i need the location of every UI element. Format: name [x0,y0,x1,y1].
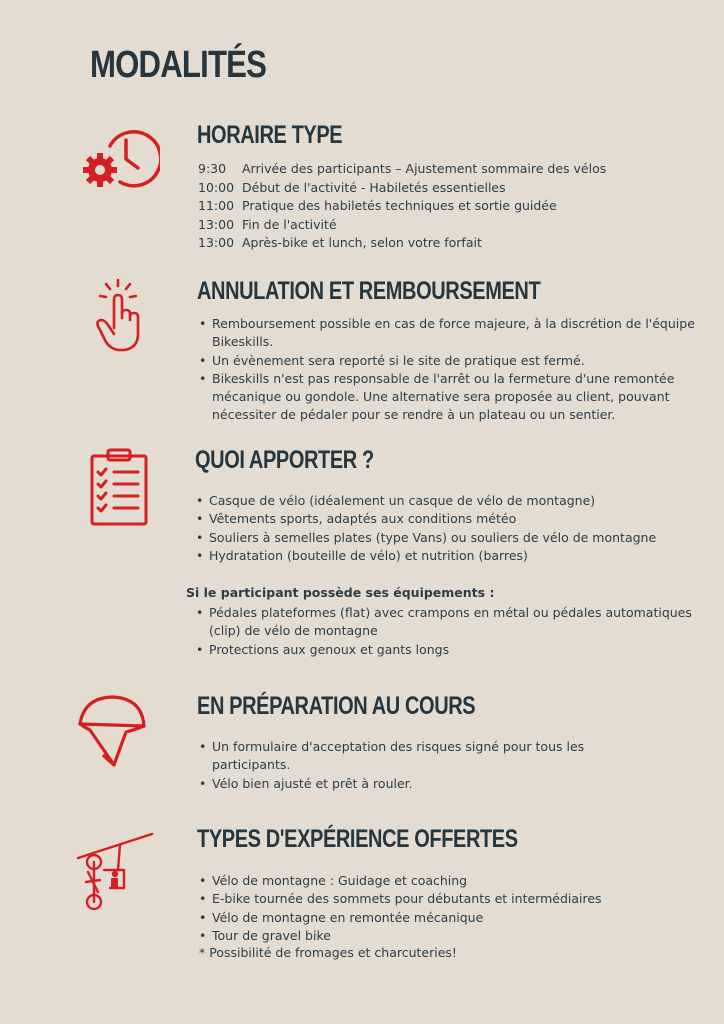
list-item: • Vélo de montagne : Guidage et coaching [198,872,698,890]
section-title-experiences: TYPES D'EXPÉRIENCE OFFERTES [197,825,518,853]
annulation-list [198,315,698,425]
clipboard-checklist-icon [88,446,150,528]
list-item: • Bikeskills n'est pas responsable de l'arrêt ou la fermeture d'une remontée mécanique ou gondole. Une alternative sera proposée au client, pouvant nécessiter de pédaler pour se rendre à un plateau ou un sentier. [198,370,698,425]
schedule-row [198,216,606,235]
list-item: • Protections aux genoux et gants longs [195,641,695,659]
list-item: • Casque de vélo (idéalement un casque de vélo de montagne) [195,492,695,510]
list-item: • Vélo de montagne en remontée mécanique [198,909,698,927]
apporter-list [195,492,695,565]
list-item: • Un évènement sera reporté si le site de pratique est fermé. [198,352,698,370]
experiences-list [198,872,698,945]
schedule-row [198,197,606,216]
list-item: • Vêtements sports, adaptés aux conditions météo [195,510,695,528]
schedule-time: 13:00 [198,216,235,232]
list-item: • Souliers à semelles plates (type Vans) ou souliers de vélo de montagne [195,529,695,547]
section-title-annulation: ANNULATION ET REMBOURSEMENT [197,277,541,305]
schedule-time: 13:00 [198,235,235,250]
section-title-horaire: HORAIRE TYPE [197,121,343,149]
chairlift-bike-icon [74,830,156,910]
schedule-list [198,160,606,253]
schedule-text: Pratique des habiletés techniques et sortie guidée [242,198,557,213]
equipment-subheading: Si le participant possède ses équipements : [186,585,495,600]
schedule-text: Début de l'activité - Habiletés essentielles [242,179,506,195]
list-item: • Vélo bien ajusté et prêt à rouler. [198,775,618,793]
list-item: • E-bike tournée des sommets pour débutants et intermédiaires [198,890,698,908]
list-item: • Hydratation (bouteille de vélo) et nutrition (barres) [195,547,695,565]
preparation-list [198,738,618,793]
schedule-row [198,234,606,253]
gear-clock-icon [80,124,160,190]
schedule-time: 11:00 [198,198,235,213]
schedule-row [198,179,606,198]
schedule-text: Arrivée des participants – Ajustement sommaire des vélos [242,161,607,176]
helmet-icon [76,692,148,768]
equipment-list [195,604,695,659]
schedule-text: Après-bike et lunch, selon votre forfait [242,235,482,250]
page-title: MODALITÉS [90,44,267,86]
section-title-apporter: QUOI APPORTER ? [195,446,374,474]
schedule-row [198,160,606,179]
footnote: * Possibilité de fromages et charcuteries! [199,945,457,960]
section-title-preparation: EN PRÉPARATION AU COURS [197,692,476,720]
list-item: • Remboursement possible en cas de force majeure, à la discrétion de l'équipe Bikeskills. [198,315,698,352]
list-item: • Tour de gravel bike [198,927,698,945]
hand-click-icon [92,278,148,354]
list-item: • Un formulaire d'acceptation des risques signé pour tous les participants. [198,738,618,775]
list-item: • Pédales plateformes (flat) avec crampons en métal ou pédales automatiques (clip) de vélo de montagne [195,604,695,641]
schedule-time: 10:00 [198,179,235,195]
schedule-text: Fin de l'activité [242,216,337,232]
schedule-time: 9:30 [198,161,227,176]
